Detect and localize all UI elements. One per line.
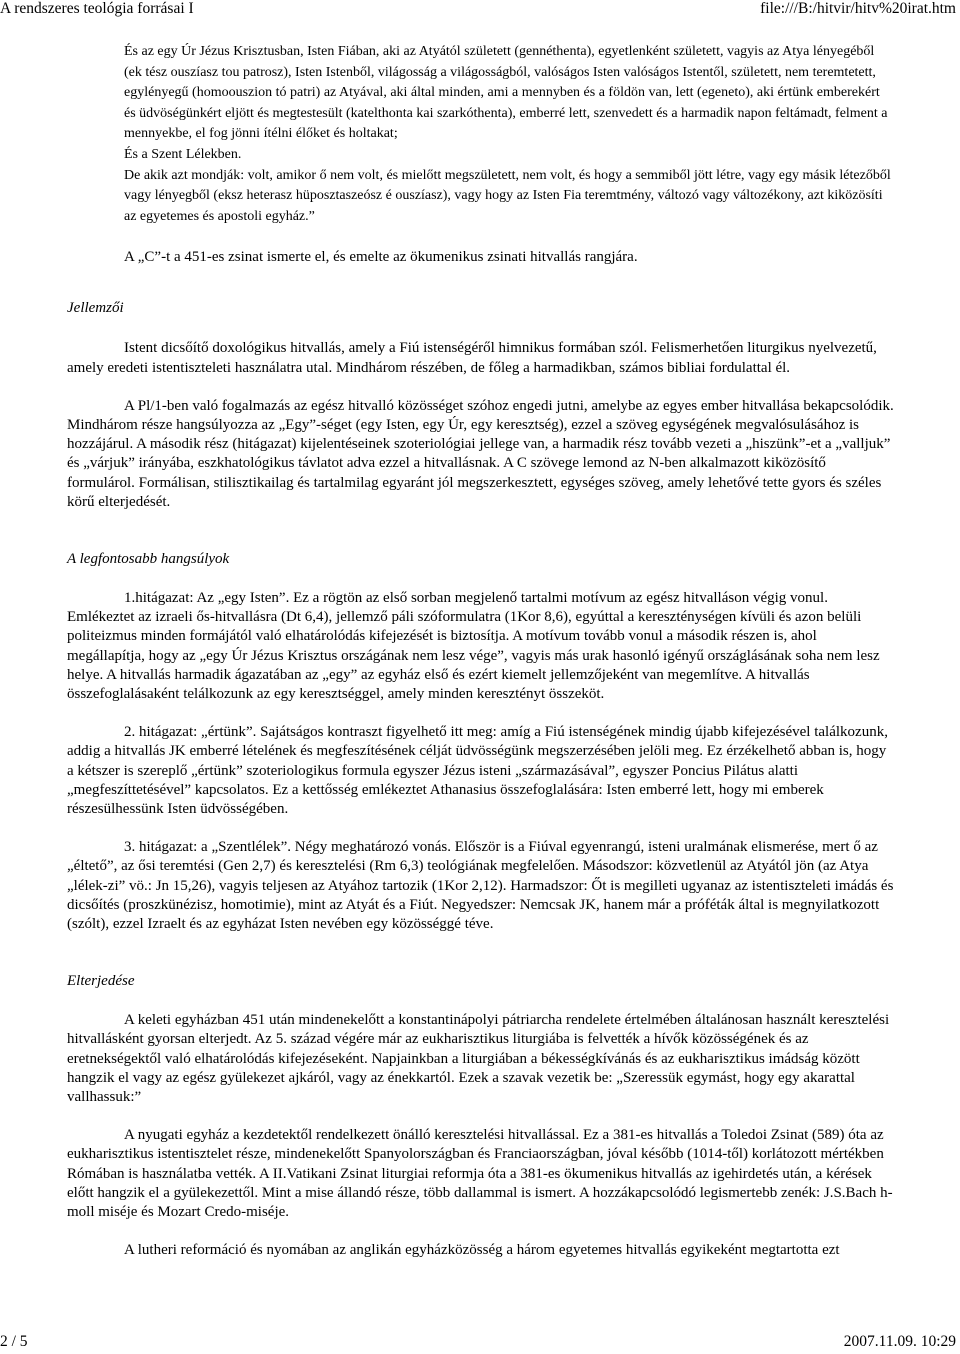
page-header-title: A rendszeres teológia forrásai I (0, 0, 194, 17)
body-paragraph: A lutheri reformáció és nyomában az anglikán egyházközösség a három egyetemes hitvallás egyikeként megtartotta ezt (124, 1242, 840, 1259)
section-heading-elterjedese: Elterjedése (67, 973, 135, 990)
print-datetime: 2007.11.09. 10:29 (843, 1333, 956, 1350)
body-paragraph: Istent dicsőítő doxológikus hitvallás, amely a Fiú istenségéről himnikus formában szól. Felismerhetően liturgikus nyelvezetű, amely eredeti istentiszteleti használatra utal. Mindhárom részében, de főleg a harmadikban, számos bibliai fordulattal él. (67, 340, 877, 376)
body-paragraph: 1.hitágazat: Az „egy Isten”. Ez a rögtön az első sorban megjelenő tartalmi motívum az egész hitvalláson végig vonul. Emlékeztet az izraeli ős-hitvallásra (Dt 6,4), jellemző páli szóformulatra (1Kor 8,6), egyúttal a kereszténységen kívüli és azon belüli politeizmus minden formájától való elhatárolódás kifejezését is biztosítja. A motívum tovább vonul a második részen is, ahol megállapítja, hogy az „egy Úr Jézus Krisztus országának nem lesz vége”, vagyis más urak hasonló igényű országlásának soha nem lesz helye. A hitvallás harmadik ágazatában az „egy” az egyház első és ezért kiemelt jellemzőjeként van megemlítve. A hitvallás összefoglalásaként telálkozunk az egy keresztséggel, amely minden keresztényt összeköt. (67, 589, 880, 702)
body-paragraph: 3. hitágazat: a „Szentlélek”. Négy meghatározó vonás. Először is a Fiúval egyenrangú, isteni uralmának elismerése, mert ő az „éltető”, az ősi teremtési (Gen 2,7) és keresztelési (Rm 6,3) teológiának megfelelően. Másodszor: közvetlenül az Atyától jön (az Atya „lélek-zi” vö.: Jn 15,26), vagyis teljesen az Atyához tartozik (1Kor 2,12). Harmadszor: Őt is megilleti ugyanaz az istentiszteleti imádás és dicsőítés (proszkünézisz, homotimie), mint az Atyát és a Fiút. Negyedszer: Nemcsak JK, hanem már a próféták által is megnyilatkozott (szólt), ezzel Izraelt és az egyházat Isten nevében egy közösséggé téve. (67, 839, 894, 933)
page-number: 2 / 5 (0, 1333, 28, 1350)
body-paragraph: A nyugati egyház a kezdetektől rendelkezett önálló keresztelési hitvallással. Ez a 381-es hitvallás a Toledoi Zsinat (589) óta az eukharisztikus istentisztelet része, mindenekelőtt Spanyolországban és Franciaországban, jóval később (1014-től) korlátozott mértékben Rómában is használatba vették. A II.Vatikani Zsinat liturgiai reformja óta a 381-es ökumenikus hitvallás az igehirdetés után, a kérések előtt hangzik el a gyülekezettől. Mint a mise állandó része, több dallammal is ismert. A hozzákapcsolódó legismertebb zenék: J.S.Bach h-moll miséje és Mozart Credo-miséje. (67, 1127, 893, 1221)
creed-paragraph: De akik azt mondják: volt, amikor ő nem volt, és mielőtt megszületett, nem volt, és hogy a semmiből jött létre, vagy egy másik létezőből vagy lényegből (eksz heterasz hüposztaszeósz é ouszíasz), vagy hogy az Isten Fia teremtmény, változó vagy változékony, azt kiközösíti az egyetemes és apostoli egyház.” (124, 167, 891, 224)
creed-text (67, 42, 894, 227)
acceptance-note: A „C”-t a 451-es zsinat ismerte el, és emelte az ökumenikus zsinati hitvallás rangjára. (124, 249, 638, 266)
document-body (67, 42, 894, 1260)
section-heading-jellemzoi: Jellemzői (67, 300, 124, 317)
body-paragraph: 2. hitágazat: „értünk”. Sajátságos kontraszt figyelhető itt meg: amíg a Fiú istenségének mindig újabb kifejezésével találkozunk, addig a hitvallás JK emberré lételének és megfeszítésének célját üdvösségünk megszerzésében jelöli meg. Ez érzékelhető abban is, hogy a kétszer is szereplő „értünk” szoteriologikus formula egyszer Jézus isteni „származásával”, egyszer Poncius Pilátus alatti „megfeszíttetésével” kapcsolatos. Ez a kettősség emlékeztet Athanasius összefoglalására: Isten emberré lett, hogy mi emberek részesülhessünk Isten üdvösségében. (67, 724, 888, 817)
creed-paragraph: És az egy Úr Jézus Krisztusban, Isten Fiában, aki az Atyától született (gennéthenta), egyetlenként született, vagyis az Atya lényegéből (ek tész ouszíasz tou patrosz), Isten Istenből, világosság a világosságból, valóságos Isten valóságos Istentől, született, nem teremtetett, egylényegű (homoouszion tó patri) az Atyával, aki által minden, ami a mennyben és a földön van, lett (egeneto), aki értünk emberekért és üdvöségünkért eljött és megtestesült (katelthonta kai szarkóthenta), emberré lett, szenvedett és a harmadik napon feltámadt, felment a mennyekbe, el fog jönni ítélni élőket és holtakat; (124, 44, 888, 142)
section-heading-hangsulyok: A legfontosabb hangsúlyok (67, 550, 230, 567)
body-paragraph: A Pl/1-ben való fogalmazás az egész hitvalló közösséget szóhoz engedi jutni, amelybe az egyes ember hitvallása bekapcsolódik. Mindhárom része hangsúlyozza az „Egy”-séget (egy Isten, egy Úr, egy keresztség), ezzel a szöveg egységének megvalósulásához is hozzájárul. A második rész (hitágazat) kijelentéseinek szoteriológiai jellege van, a harmadik rész tovább vezeti a „hiszünk”-et a „valljuk” és „várjuk” irányába, eszkhatológikus távlatot adva ezzel a hitvallásnak. A C szövege lemond az N-ben alkalmazott kiközösítő formulárol. Formálisan, stilisztikailag és tartalmilag egyaránt jól megszerkesztett, egységes szöveg, amely lehetővé tette gyors és széles körű elterjedését. (67, 397, 894, 510)
creed-paragraph: És a Szent Lélekben. (124, 146, 242, 162)
page-header-location: file:///B:/hitvir/hitv%20irat.htm (760, 0, 956, 17)
body-paragraph: A keleti egyházban 451 után mindenekelőtt a konstantinápolyi pátriarcha rendelete értelmében általánosan használt keresztelési hitvallásként gyorsan elterjedt. Az 5. század végére már az eukharisztikus liturgiába is felvették a hívők közösségének és az eretnekségektől való elhatárolódás kifejezéseként. Napjainkban a liturgiában a békességkívánás és az eukharisztikus imádság között hangzik el vagy az egész gyülekezet ajkáról, vagy az énekkartól. Ezek a szavak vezetik be: „Szeressük egymást, hogy egy akarattal vallhassuk:” (67, 1012, 890, 1106)
